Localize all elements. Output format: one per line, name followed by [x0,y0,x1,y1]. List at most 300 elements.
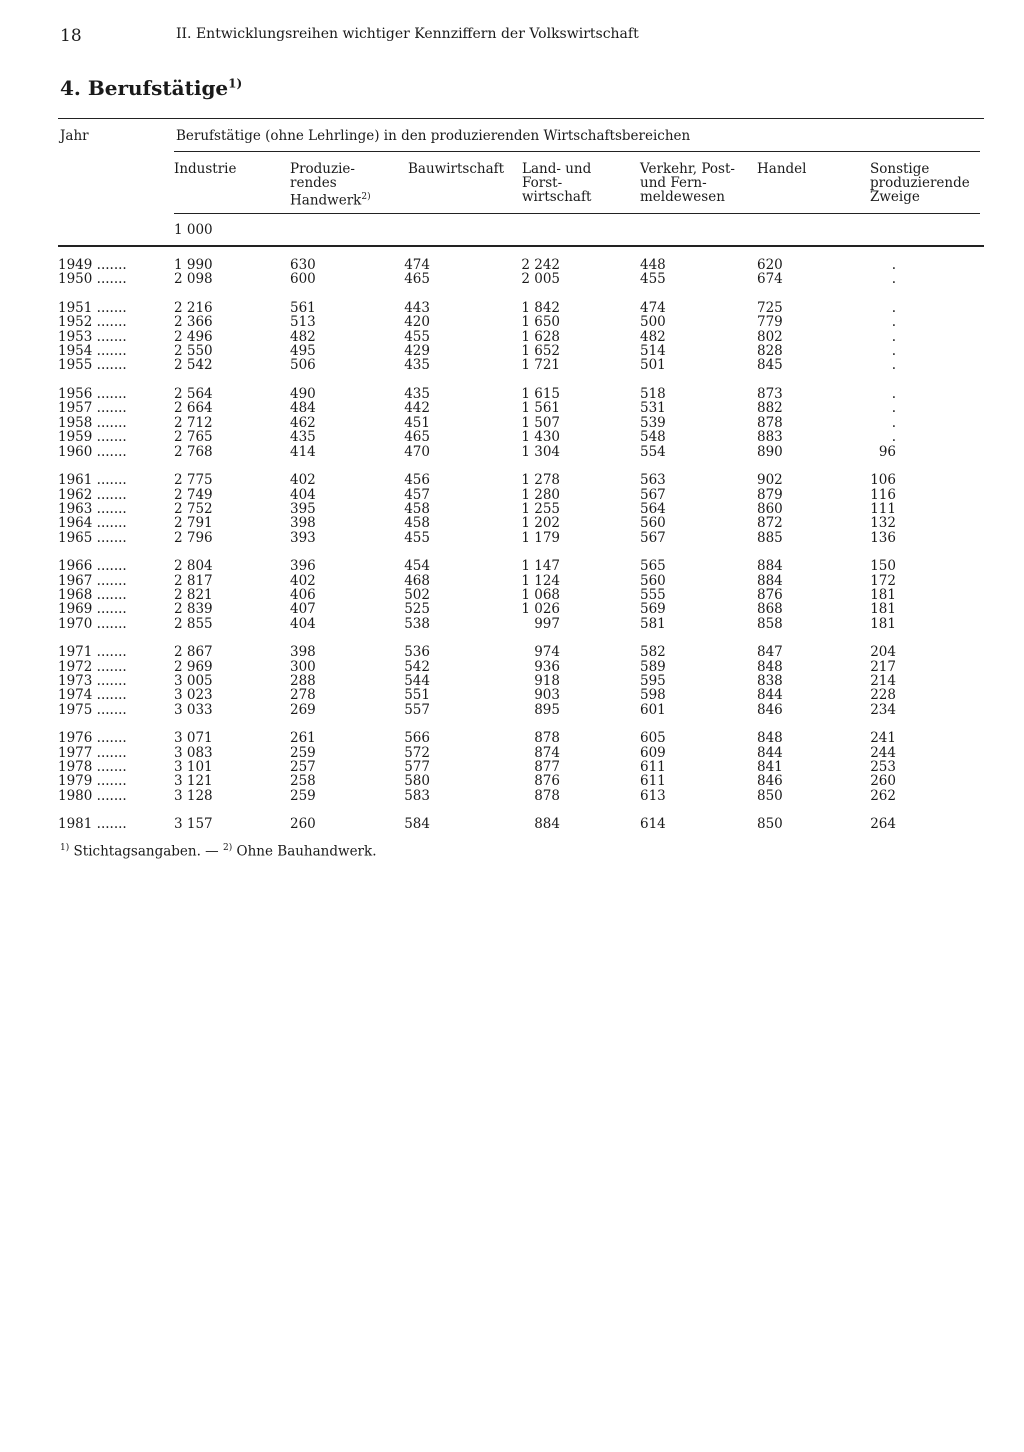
table-row [0,817,1024,831]
industrie-cell: 1 990 [174,257,213,273]
verkehr-cell: 601 [640,701,666,718]
footnote-1-text: Stichtagsangaben. — [73,843,219,860]
table-row [0,416,1024,430]
bauwirtschaft-cell: 465 [404,429,430,446]
verkehr-cell: 555 [640,586,666,603]
handwerk-cell: 257 [290,759,316,775]
landwirtschaft-cell: 936 [534,658,560,675]
industrie-cell: 2 765 [174,429,213,446]
handwerk-cell: 506 [290,357,316,374]
bauwirtschaft-cell: 557 [404,701,430,718]
verkehr-cell: 518 [640,386,666,403]
table-row [0,617,1024,631]
verkehr-cell: 548 [640,429,666,446]
table-row [0,588,1024,602]
handel-cell: 884 [757,558,783,575]
landwirtschaft-cell: 1 721 [521,357,560,374]
footnote-2-mark: 2) [222,843,233,853]
table-row [0,258,1024,272]
sonstige-cell: 132 [870,515,896,532]
verkehr-cell: 554 [640,443,666,460]
bauwirtschaft-cell: 544 [404,673,430,689]
industrie-cell: 2 496 [174,328,213,345]
bauwirtschaft-cell: 584 [404,816,430,833]
col-header-handwerk-text: Produzie- rendes Handwerk [290,161,362,209]
footnotes [60,843,376,860]
year-cell: 1976 ....... [58,730,127,747]
sonstige-cell: . [891,429,896,446]
landwirtschaft-cell: 1 430 [521,429,560,446]
year-cell: 1974 ....... [58,687,127,704]
footnote-1-mark: 1) [60,843,70,853]
landwirtschaft-cell: 878 [534,730,560,747]
year-cell: 1956 ....... [58,386,127,403]
year-cell: 1962 ....... [58,486,127,503]
landwirtschaft-cell: 1 202 [521,515,560,532]
verkehr-cell: 474 [640,300,666,317]
year-cell: 1950 ....... [58,271,127,288]
table-row [0,746,1024,760]
handel-cell: 725 [757,300,783,317]
verkehr-cell: 514 [640,343,666,360]
industrie-cell: 3 005 [174,673,213,689]
industrie-cell: 2 712 [174,414,213,431]
sonstige-cell: 116 [870,486,896,503]
handwerk-cell: 462 [290,414,316,431]
table-row [0,473,1024,487]
year-cell: 1951 ....... [58,300,127,317]
year-cell: 1957 ....... [58,400,127,417]
year-cell: 1981 ....... [58,816,127,833]
landwirtschaft-cell: 1 507 [521,414,560,431]
handel-cell: 846 [757,701,783,718]
industrie-cell: 2 791 [174,515,213,532]
verkehr-cell: 567 [640,529,666,546]
year-cell: 1963 ....... [58,500,127,517]
year-cell: 1967 ....... [58,572,127,589]
sonstige-cell: . [891,414,896,431]
year-cell: 1968 ....... [58,586,127,603]
table-title-text: 4. Berufstätige [60,76,229,100]
handel-cell: 885 [757,529,783,546]
year-cell: 1972 ....... [58,658,127,675]
sonstige-cell: 172 [870,572,896,589]
verkehr-cell: 564 [640,500,666,517]
year-cell: 1959 ....... [58,429,127,446]
handwerk-cell: 259 [290,787,316,804]
verkehr-cell: 613 [640,787,666,804]
rule-top [58,118,984,119]
sonstige-cell: . [891,257,896,273]
handel-cell: 872 [757,515,783,532]
industrie-cell: 3 128 [174,787,213,804]
verkehr-cell: 501 [640,357,666,374]
year-cell: 1965 ....... [58,529,127,546]
handel-cell: 620 [757,257,783,273]
handwerk-cell: 407 [290,601,316,618]
year-cell: 1971 ....... [58,644,127,661]
handwerk-cell: 513 [290,314,316,331]
industrie-cell: 2 821 [174,586,213,603]
sonstige-cell: 181 [870,601,896,618]
table-row [0,488,1024,502]
sonstige-cell: 111 [870,500,896,517]
industrie-cell: 2 775 [174,472,213,489]
landwirtschaft-cell: 1 255 [521,500,560,517]
bauwirtschaft-cell: 454 [404,558,430,575]
industrie-cell: 3 083 [174,744,213,761]
bauwirtschaft-cell: 455 [404,328,430,345]
table-row [0,688,1024,702]
table-row [0,330,1024,344]
sonstige-cell: 214 [870,673,896,689]
table-row [0,272,1024,286]
industrie-cell: 2 098 [174,271,213,288]
handel-cell: 883 [757,429,783,446]
handel-cell: 868 [757,601,783,618]
sonstige-cell: . [891,400,896,417]
col-header-verkehr: Verkehr, Post- und Fern- meldewesen [640,161,735,205]
handel-cell: 850 [757,816,783,833]
landwirtschaft-cell: 1 124 [521,572,560,589]
industrie-cell: 2 542 [174,357,213,374]
bauwirtschaft-cell: 468 [404,572,430,589]
bauwirtschaft-cell: 538 [404,615,430,632]
handwerk-cell: 600 [290,271,316,288]
sonstige-cell: 181 [870,615,896,632]
verkehr-cell: 560 [640,572,666,589]
col-header-handwerk [290,162,371,208]
industrie-cell: 2 664 [174,400,213,417]
handwerk-cell: 402 [290,472,316,489]
year-cell: 1970 ....... [58,615,127,632]
handwerk-cell: 288 [290,673,316,689]
handel-cell: 846 [757,773,783,790]
landwirtschaft-cell: 1 179 [521,529,560,546]
handel-cell: 902 [757,472,783,489]
landwirtschaft-cell: 1 147 [521,558,560,575]
table-row [0,502,1024,516]
bauwirtschaft-cell: 455 [404,529,430,546]
handel-cell: 845 [757,357,783,374]
landwirtschaft-cell: 1 615 [521,386,560,403]
table-row [0,301,1024,315]
industrie-cell: 3 121 [174,773,213,790]
year-cell: 1969 ....... [58,601,127,618]
handel-cell: 884 [757,572,783,589]
verkehr-cell: 605 [640,730,666,747]
year-cell: 1949 ....... [58,257,127,273]
handel-cell: 873 [757,386,783,403]
bauwirtschaft-cell: 572 [404,744,430,761]
bauwirtschaft-cell: 542 [404,658,430,675]
col-header-handel: Handel [757,161,807,177]
footnote-2-text: Ohne Bauhandwerk. [236,843,377,860]
year-cell: 1979 ....... [58,773,127,790]
industrie-cell: 2 749 [174,486,213,503]
handwerk-cell: 398 [290,515,316,532]
bauwirtschaft-cell: 502 [404,586,430,603]
bauwirtschaft-cell: 583 [404,787,430,804]
verkehr-cell: 500 [640,314,666,331]
table-row [0,401,1024,415]
table-row [0,531,1024,545]
handel-cell: 838 [757,673,783,689]
table-title [60,76,242,100]
industrie-cell: 3 071 [174,730,213,747]
verkehr-cell: 560 [640,515,666,532]
landwirtschaft-cell: 2 242 [521,257,560,273]
industrie-cell: 3 033 [174,701,213,718]
landwirtschaft-cell: 895 [534,701,560,718]
landwirtschaft-cell: 878 [534,787,560,804]
verkehr-cell: 581 [640,615,666,632]
handel-cell: 858 [757,615,783,632]
landwirtschaft-cell: 918 [534,673,560,689]
handwerk-cell: 490 [290,386,316,403]
handel-cell: 844 [757,687,783,704]
handwerk-cell: 393 [290,529,316,546]
handwerk-cell: 482 [290,328,316,345]
sonstige-cell: . [891,343,896,360]
table-row [0,760,1024,774]
industrie-cell: 2 796 [174,529,213,546]
industrie-cell: 2 817 [174,572,213,589]
group-header: Berufstätige (ohne Lehrlinge) in den produzierenden Wirtschaftsbereichen [176,128,691,144]
sonstige-cell: 244 [870,744,896,761]
table-row [0,574,1024,588]
bauwirtschaft-cell: 566 [404,730,430,747]
industrie-cell: 2 768 [174,443,213,460]
landwirtschaft-cell: 974 [534,644,560,661]
handel-cell: 860 [757,500,783,517]
bauwirtschaft-cell: 551 [404,687,430,704]
year-cell: 1978 ....... [58,759,127,775]
verkehr-cell: 531 [640,400,666,417]
verkehr-cell: 565 [640,558,666,575]
handel-cell: 802 [757,328,783,345]
page-number: 18 [60,26,82,46]
year-cell: 1973 ....... [58,673,127,689]
table-row [0,559,1024,573]
handel-cell: 890 [757,443,783,460]
industrie-cell: 2 969 [174,658,213,675]
year-cell: 1952 ....... [58,314,127,331]
bauwirtschaft-cell: 474 [404,257,430,273]
bauwirtschaft-cell: 458 [404,500,430,517]
year-cell: 1953 ....... [58,328,127,345]
bauwirtschaft-cell: 435 [404,386,430,403]
landwirtschaft-cell: 876 [534,773,560,790]
industrie-cell: 2 564 [174,386,213,403]
bauwirtschaft-cell: 442 [404,400,430,417]
landwirtschaft-cell: 1 026 [521,601,560,618]
table-row [0,703,1024,717]
sonstige-cell: 181 [870,586,896,603]
handwerk-cell: 269 [290,701,316,718]
sonstige-cell: 217 [870,658,896,675]
handwerk-cell: 406 [290,586,316,603]
col-header-bauwirtschaft: Bauwirtschaft [408,161,505,177]
industrie-cell: 2 839 [174,601,213,618]
sonstige-cell: 234 [870,701,896,718]
landwirtschaft-cell: 2 005 [521,271,560,288]
rule-unit [174,213,980,214]
col-header-industrie: Industrie [174,161,237,177]
bauwirtschaft-cell: 525 [404,601,430,618]
bauwirtschaft-cell: 420 [404,314,430,331]
verkehr-cell: 539 [640,414,666,431]
verkehr-cell: 595 [640,673,666,689]
handwerk-cell: 561 [290,300,316,317]
handwerk-cell: 404 [290,486,316,503]
sonstige-cell: . [891,271,896,288]
landwirtschaft-cell: 1 628 [521,328,560,345]
sonstige-cell: . [891,314,896,331]
handwerk-cell: 630 [290,257,316,273]
running-head: II. Entwicklungsreihen wichtiger Kennziffern der Volkswirtschaft [176,26,639,42]
landwirtschaft-cell: 1 652 [521,343,560,360]
handwerk-cell: 398 [290,644,316,661]
handwerk-cell: 402 [290,572,316,589]
table-row [0,645,1024,659]
sonstige-cell: . [891,328,896,345]
bauwirtschaft-cell: 456 [404,472,430,489]
handwerk-footnote-mark: 2) [361,192,371,202]
sonstige-cell: 260 [870,773,896,790]
handel-cell: 876 [757,586,783,603]
year-cell: 1954 ....... [58,343,127,360]
bauwirtschaft-cell: 577 [404,759,430,775]
table-row [0,602,1024,616]
verkehr-cell: 448 [640,257,666,273]
table-row [0,358,1024,372]
handel-cell: 779 [757,314,783,331]
year-cell: 1980 ....... [58,787,127,804]
handel-cell: 828 [757,343,783,360]
year-cell: 1966 ....... [58,558,127,575]
handwerk-cell: 261 [290,730,316,747]
verkehr-cell: 598 [640,687,666,704]
verkehr-cell: 482 [640,328,666,345]
handwerk-cell: 260 [290,816,316,833]
landwirtschaft-cell: 877 [534,759,560,775]
table-row [0,674,1024,688]
verkehr-cell: 611 [640,773,666,790]
table-row [0,445,1024,459]
bauwirtschaft-cell: 457 [404,486,430,503]
industrie-cell: 2 855 [174,615,213,632]
table-row [0,660,1024,674]
handwerk-cell: 259 [290,744,316,761]
year-cell: 1960 ....... [58,443,127,460]
landwirtschaft-cell: 1 561 [521,400,560,417]
sonstige-cell: 106 [870,472,896,489]
handwerk-cell: 414 [290,443,316,460]
industrie-cell: 3 157 [174,816,213,833]
landwirtschaft-cell: 1 280 [521,486,560,503]
industrie-cell: 2 804 [174,558,213,575]
landwirtschaft-cell: 1 068 [521,586,560,603]
landwirtschaft-cell: 903 [534,687,560,704]
year-cell: 1955 ....... [58,357,127,374]
sonstige-cell: 262 [870,787,896,804]
year-header: Jahr [60,128,89,144]
industrie-cell: 2 752 [174,500,213,517]
table-row [0,789,1024,803]
industrie-cell: 2 216 [174,300,213,317]
landwirtschaft-cell: 874 [534,744,560,761]
handel-cell: 848 [757,730,783,747]
bauwirtschaft-cell: 465 [404,271,430,288]
verkehr-cell: 569 [640,601,666,618]
industrie-cell: 3 101 [174,759,213,775]
sonstige-cell: 150 [870,558,896,575]
handel-cell: 850 [757,787,783,804]
sonstige-cell: 253 [870,759,896,775]
table-row [0,731,1024,745]
handel-cell: 879 [757,486,783,503]
handwerk-cell: 495 [290,343,316,360]
handel-cell: 674 [757,271,783,288]
handwerk-cell: 484 [290,400,316,417]
sonstige-cell: 204 [870,644,896,661]
verkehr-cell: 609 [640,744,666,761]
landwirtschaft-cell: 884 [534,816,560,833]
sonstige-cell: 264 [870,816,896,833]
bauwirtschaft-cell: 443 [404,300,430,317]
handwerk-cell: 278 [290,687,316,704]
landwirtschaft-cell: 1 304 [521,443,560,460]
landwirtschaft-cell: 1 650 [521,314,560,331]
industrie-cell: 2 550 [174,343,213,360]
handwerk-cell: 396 [290,558,316,575]
year-cell: 1958 ....... [58,414,127,431]
verkehr-cell: 567 [640,486,666,503]
handwerk-cell: 435 [290,429,316,446]
table-row [0,344,1024,358]
bauwirtschaft-cell: 470 [404,443,430,460]
col-header-landwirtschaft: Land- und Forst- wirtschaft [522,161,592,205]
table-row [0,774,1024,788]
sonstige-cell: . [891,357,896,374]
landwirtschaft-cell: 1 278 [521,472,560,489]
industrie-cell: 3 023 [174,687,213,704]
verkehr-cell: 589 [640,658,666,675]
handwerk-cell: 300 [290,658,316,675]
handel-cell: 882 [757,400,783,417]
rule-group [174,151,980,152]
verkehr-cell: 614 [640,816,666,833]
industrie-cell: 2 366 [174,314,213,331]
sonstige-cell: 96 [878,443,896,460]
title-footnote-mark: 1) [228,76,243,91]
sonstige-cell: 136 [870,529,896,546]
bauwirtschaft-cell: 451 [404,414,430,431]
landwirtschaft-cell: 1 842 [521,300,560,317]
year-cell: 1964 ....... [58,515,127,532]
handwerk-cell: 395 [290,500,316,517]
sonstige-cell: . [891,300,896,317]
handel-cell: 841 [757,759,783,775]
landwirtschaft-cell: 997 [534,615,560,632]
industrie-cell: 2 867 [174,644,213,661]
verkehr-cell: 582 [640,644,666,661]
unit-label: 1 000 [174,222,213,238]
col-header-sonstige: Sonstige produzierende Zweige [870,161,970,205]
handwerk-cell: 404 [290,615,316,632]
bauwirtschaft-cell: 536 [404,644,430,661]
